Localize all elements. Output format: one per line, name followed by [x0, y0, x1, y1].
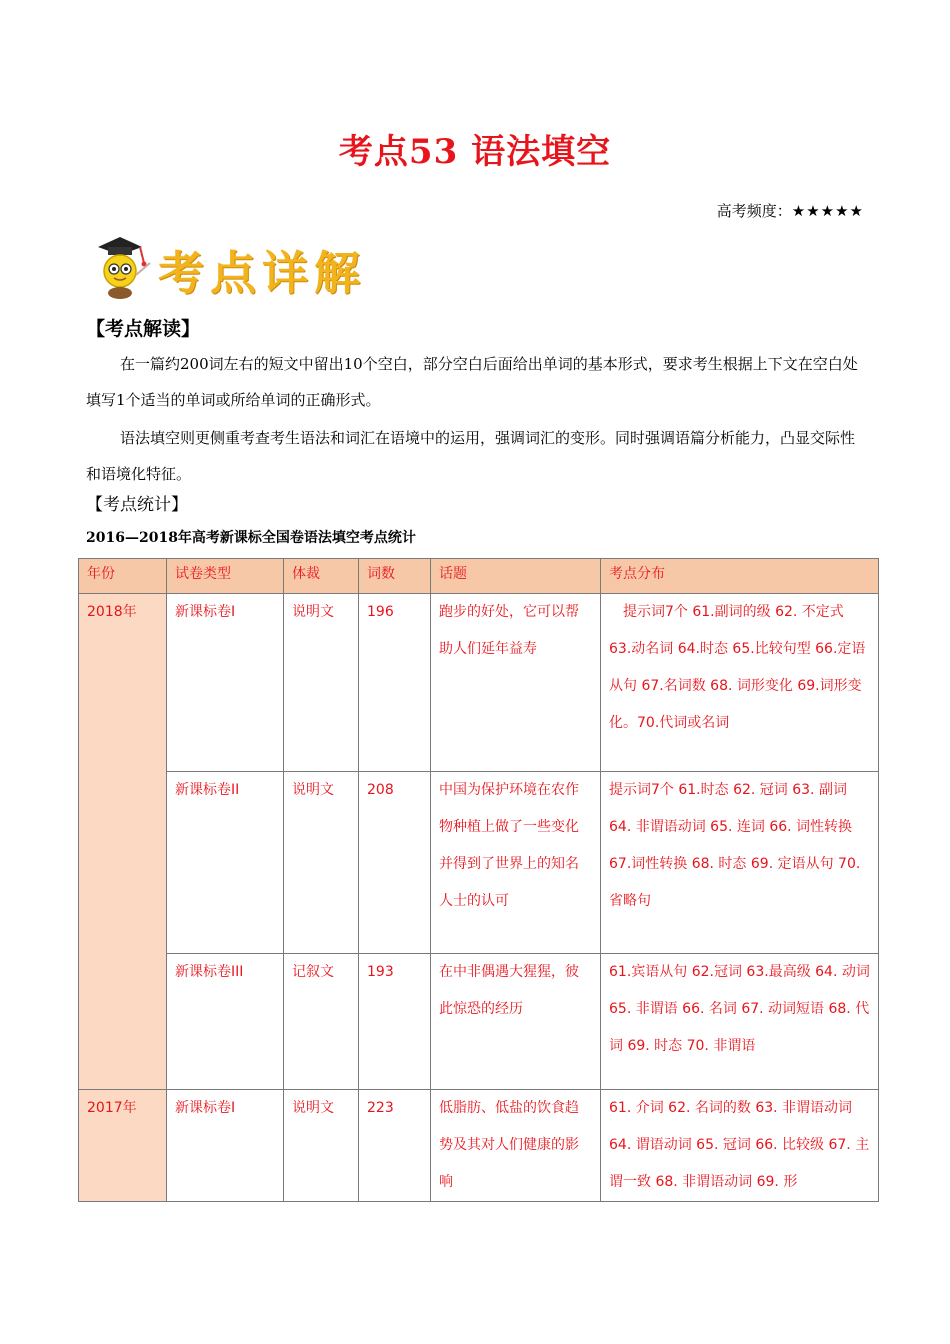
cell-points: 61.宾语从句 62.冠词 63.最高级 64. 动词 65. 非谓语 66. 名词 67. 动词短语 68. 代词 69. 时态 70. 非谓语 — [601, 954, 879, 1090]
cell-words: 196 — [359, 594, 431, 772]
header-points: 考点分布 — [601, 559, 879, 594]
table-row — [79, 594, 879, 772]
cell-topic: 在中非偶遇大猩猩，彼此惊恐的经历 — [431, 954, 601, 1090]
cell-paper: 新课标卷I — [167, 594, 284, 772]
cell-words: 208 — [359, 772, 431, 954]
cell-words: 193 — [359, 954, 431, 1090]
paragraph-2-text: 语法填空则更侧重考查考生语法和词汇在语境中的运用，强调词汇的变形。同时强调语篇分析能力，凸显交际性和语境化特征。 — [86, 429, 856, 483]
logo-text: 考点详解 — [158, 246, 366, 300]
header-paper: 试卷类型 — [167, 559, 284, 594]
section-logo — [90, 233, 390, 301]
cell-topic: 跑步的好处，它可以帮助人们延年益寿 — [431, 594, 601, 772]
table-caption: 2016—2018年高考新课标全国卷语法填空考点统计 — [86, 530, 416, 546]
cell-genre: 说明文 — [284, 772, 359, 954]
section-heading-stat: 【考点统计】 — [86, 495, 188, 515]
table-header-row — [79, 559, 879, 594]
cell-genre: 说明文 — [284, 1090, 359, 1202]
table-row — [79, 1090, 879, 1202]
star-rating: ★★★★★ — [791, 202, 864, 220]
section-heading-read: 【考点解读】 — [86, 318, 201, 340]
header-year: 年份 — [79, 559, 167, 594]
cell-genre: 记叙文 — [284, 954, 359, 1090]
table-row — [79, 954, 879, 1090]
cell-words: 223 — [359, 1090, 431, 1202]
cell-paper: 新课标卷II — [167, 772, 284, 954]
header-topic: 话题 — [431, 559, 601, 594]
header-words: 词数 — [359, 559, 431, 594]
paragraph-1 — [86, 346, 866, 418]
cell-year-2017: 2017年 — [79, 1090, 167, 1202]
cell-paper: 新课标卷I — [167, 1090, 284, 1202]
cell-genre: 说明文 — [284, 594, 359, 772]
paragraph-1-text: 在一篇约200词左右的短文中留出10个空白，部分空白后面给出单词的基本形式，要求考生根据上下文在空白处填写1个适当的单词或所给单词的正确形式。 — [86, 355, 858, 409]
page-title: 考点53 语法填空 — [338, 132, 612, 172]
cell-year-2018: 2018年 — [79, 594, 167, 1090]
stat-table — [78, 558, 879, 1202]
header-genre: 体裁 — [284, 559, 359, 594]
paragraph-2 — [86, 420, 866, 492]
frequency-label: 高考频度： — [716, 202, 792, 220]
graduate-mascot-icon — [90, 233, 154, 301]
cell-points: 提示词7个 61.副词的级 62. 不定式 63.动名词 64.时态 65.比较句型 66.定语从句 67.名词数 68. 词形变化 69.词形变化。70.代词或名词 — [601, 594, 879, 772]
cell-topic: 中国为保护环境在农作物种植上做了一些变化并得到了世界上的知名人士的认可 — [431, 772, 601, 954]
cell-points: 提示词7个 61.时态 62. 冠词 63. 副词 64. 非谓语动词 65. 连词 66. 词性转换 67.词性转换 68. 时态 69. 定语从句 70. 省略句 — [601, 772, 879, 954]
cell-points: 61. 介词 62. 名词的数 63. 非谓语动词 64. 谓语动词 65. 冠词 66. 比较级 67. 主谓一致 68. 非谓语动词 69. 形 — [601, 1090, 879, 1202]
table-row — [79, 772, 879, 954]
frequency-rating — [717, 200, 864, 221]
cell-topic: 低脂肪、低盐的饮食趋势及其对人们健康的影响 — [431, 1090, 601, 1202]
cell-paper: 新课标卷III — [167, 954, 284, 1090]
